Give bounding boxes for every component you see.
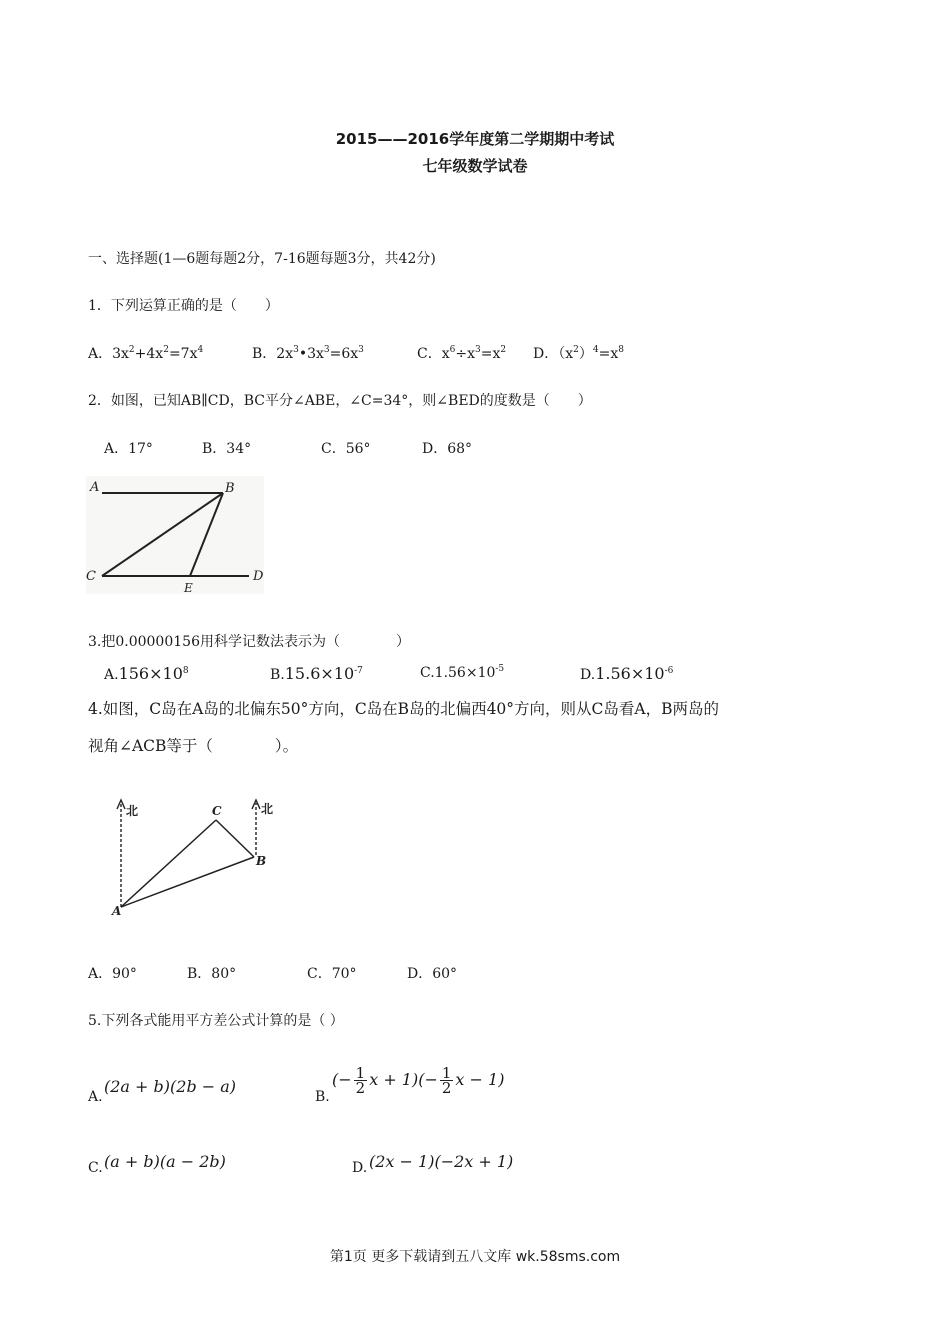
question-5-option-c-label: C. [88, 1160, 103, 1176]
exam-subtitle: 七年级数学试卷 [422, 157, 528, 175]
question-4-option-c: C．70° [307, 966, 357, 982]
label-a: A [90, 480, 100, 495]
question-5-option-b-label: B. [315, 1089, 330, 1105]
question-5-option-d-label: D. [352, 1160, 368, 1176]
question-5-stem: 5.下列各式能用平方差公式计算的是（ ） [88, 1013, 344, 1029]
question-4-figure [106, 795, 281, 920]
question-2-stem: 2．如图，已知AB∥CD，BC平分∠ABE，∠C=34°，则∠BED的度数是（ ） [88, 393, 592, 409]
label-b: B [225, 481, 235, 496]
question-1-option-a: A．$3x^2+4x^2=7x^4$ [88, 345, 204, 362]
question-4-option-b: B．80° [187, 966, 237, 982]
question-3-option-c: $C.1.56\times 10^{-5}$ [420, 664, 505, 681]
question-2-option-a: A．17° [104, 441, 153, 457]
fraction-one-half-2: $\frac{1}{2}$ [441, 1064, 452, 1097]
label-a: A [112, 904, 122, 918]
question-3-option-b: $B.15.6\times 10^{-7}$ [270, 664, 363, 683]
section-heading: 一、选择题(1—6题每题2分，7-16题每题3分，共42分) [88, 251, 436, 267]
line-ac [121, 820, 216, 907]
question-2-option-b: B．34° [202, 441, 252, 457]
line-ab [121, 857, 254, 907]
fraction-one-half: $\frac{1}{2}$ [355, 1064, 366, 1097]
question-1-option-d: D．$(x^2)^4=x^8$ [533, 345, 624, 362]
question-5-option-b-expression: (− $\frac{1}{2}$ x + 1)(− $\frac{1}{2}$ x − 1) [332, 1064, 505, 1097]
question-3-option-d: $D.1.56\times 10^{-6}$ [580, 664, 674, 683]
label-b: B [256, 854, 267, 868]
exam-title: 2015——2016学年度第二学期期中考试 [335, 130, 615, 148]
label-e: E [184, 581, 193, 595]
label-c: C [212, 804, 222, 818]
question-4-option-d: D．60° [407, 966, 458, 982]
question-2-option-c: C．56° [321, 441, 371, 457]
question-2-figure [86, 476, 266, 596]
page-footer: 第1页 更多下载请到五八文库 wk.58sms.com [329, 1249, 621, 1265]
question-5-option-a-expression: (2a + b)(2b − a) [104, 1077, 237, 1096]
question-4-stem-line1: 4.如图，C岛在A岛的北偏东50°方向，C岛在B岛的北偏西40°方向，则从C岛看A，B两岛的 [88, 700, 719, 718]
label-north-2: 北 [261, 802, 274, 816]
question-4-option-a: A．90° [88, 966, 137, 982]
label-d: D [253, 569, 264, 584]
question-1-option-b: B．$2x^3•3x^3=6x^3$ [252, 345, 364, 362]
label-c: C [86, 569, 96, 584]
question-5-option-d-expression: (2x − 1)(−2x + 1) [369, 1152, 514, 1171]
label-north-1: 北 [126, 804, 139, 818]
question-5-option-c-expression: (a + b)(a − 2b) [104, 1152, 226, 1171]
question-3-option-a: $A.156\times 10^8$ [104, 664, 189, 683]
question-5-option-a-label: A. [88, 1089, 103, 1105]
line-cb [216, 820, 254, 857]
question-1-stem: 1．下列运算正确的是（ ） [88, 298, 279, 314]
question-1-option-c: C．$x^6\div x^3=x^2$ [417, 345, 507, 362]
question-4-stem-line2: 视角∠ACB等于（ ）。 [88, 737, 299, 755]
question-3-stem: 3.把0.00000156用科学记数法表示为（ ） [88, 634, 410, 650]
question-2-option-d: D．68° [422, 441, 473, 457]
